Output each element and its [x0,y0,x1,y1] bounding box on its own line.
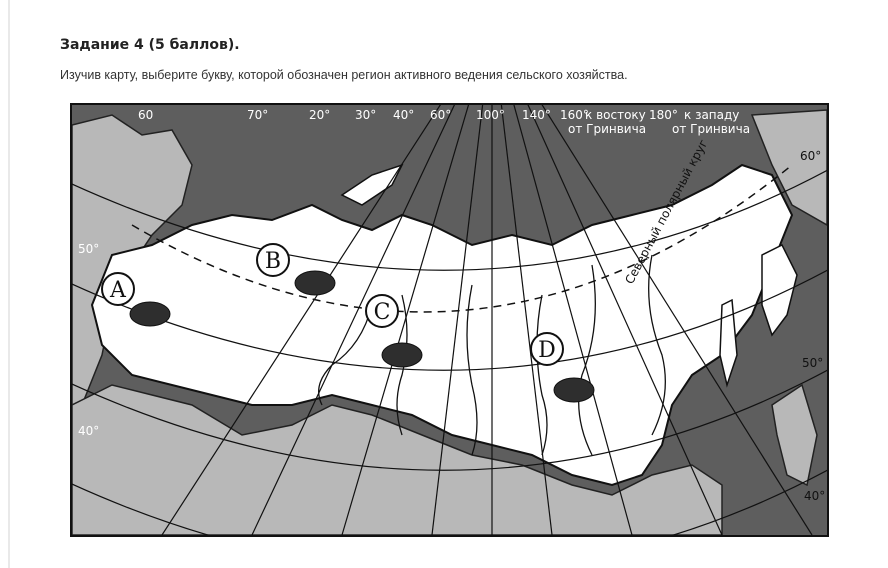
marker-d [531,333,563,365]
lon-label-40: 40° [393,108,415,122]
lon-label-60: 60 [138,108,154,122]
region-d [554,378,594,402]
lon-label-140: 140° [522,108,551,122]
marker-b [257,244,289,276]
arctic-circle-label: Северный полярный круг [622,137,711,287]
lon-label-70: 70° [247,108,269,122]
lon-label-100: 100° [476,108,505,122]
west-of-label-2: от Гринвича [672,122,751,136]
lat-label-50-left: 50° [78,242,100,256]
region-b [295,271,335,295]
marker-d-letter: D [538,338,556,363]
lon-label-60b: 60° [430,108,452,122]
east-of-label-2: от Гринвича [568,122,647,136]
lon-label-180: 180° [649,108,678,122]
region-a [130,302,170,326]
russia-map [70,103,829,537]
marker-b-letter: B [264,249,282,274]
lon-label-20: 20° [309,108,331,122]
marker-c [366,295,398,327]
lat-label-60-right: 60° [800,149,822,163]
marker-a [102,273,134,305]
task-instruction: Изучив карту, выберите букву, которой обозначен регион активного ведения сельского хозяйства. [60,68,628,82]
lon-label-160: 160° [560,108,589,122]
lat-label-50-right: 50° [802,356,824,370]
region-c [382,343,422,367]
lon-label-30: 30° [355,108,377,122]
marker-a-letter: A [110,278,126,303]
lat-label-40-right: 40° [804,489,826,503]
marker-c-letter: C [373,300,391,325]
west-of-label: к западу [684,108,740,122]
page-left-border [8,0,10,568]
map-svg [72,105,827,535]
task-title: Задание 4 (5 баллов). [60,37,240,53]
east-of-label: к востоку [585,108,646,122]
lat-label-40-left: 40° [78,424,100,438]
